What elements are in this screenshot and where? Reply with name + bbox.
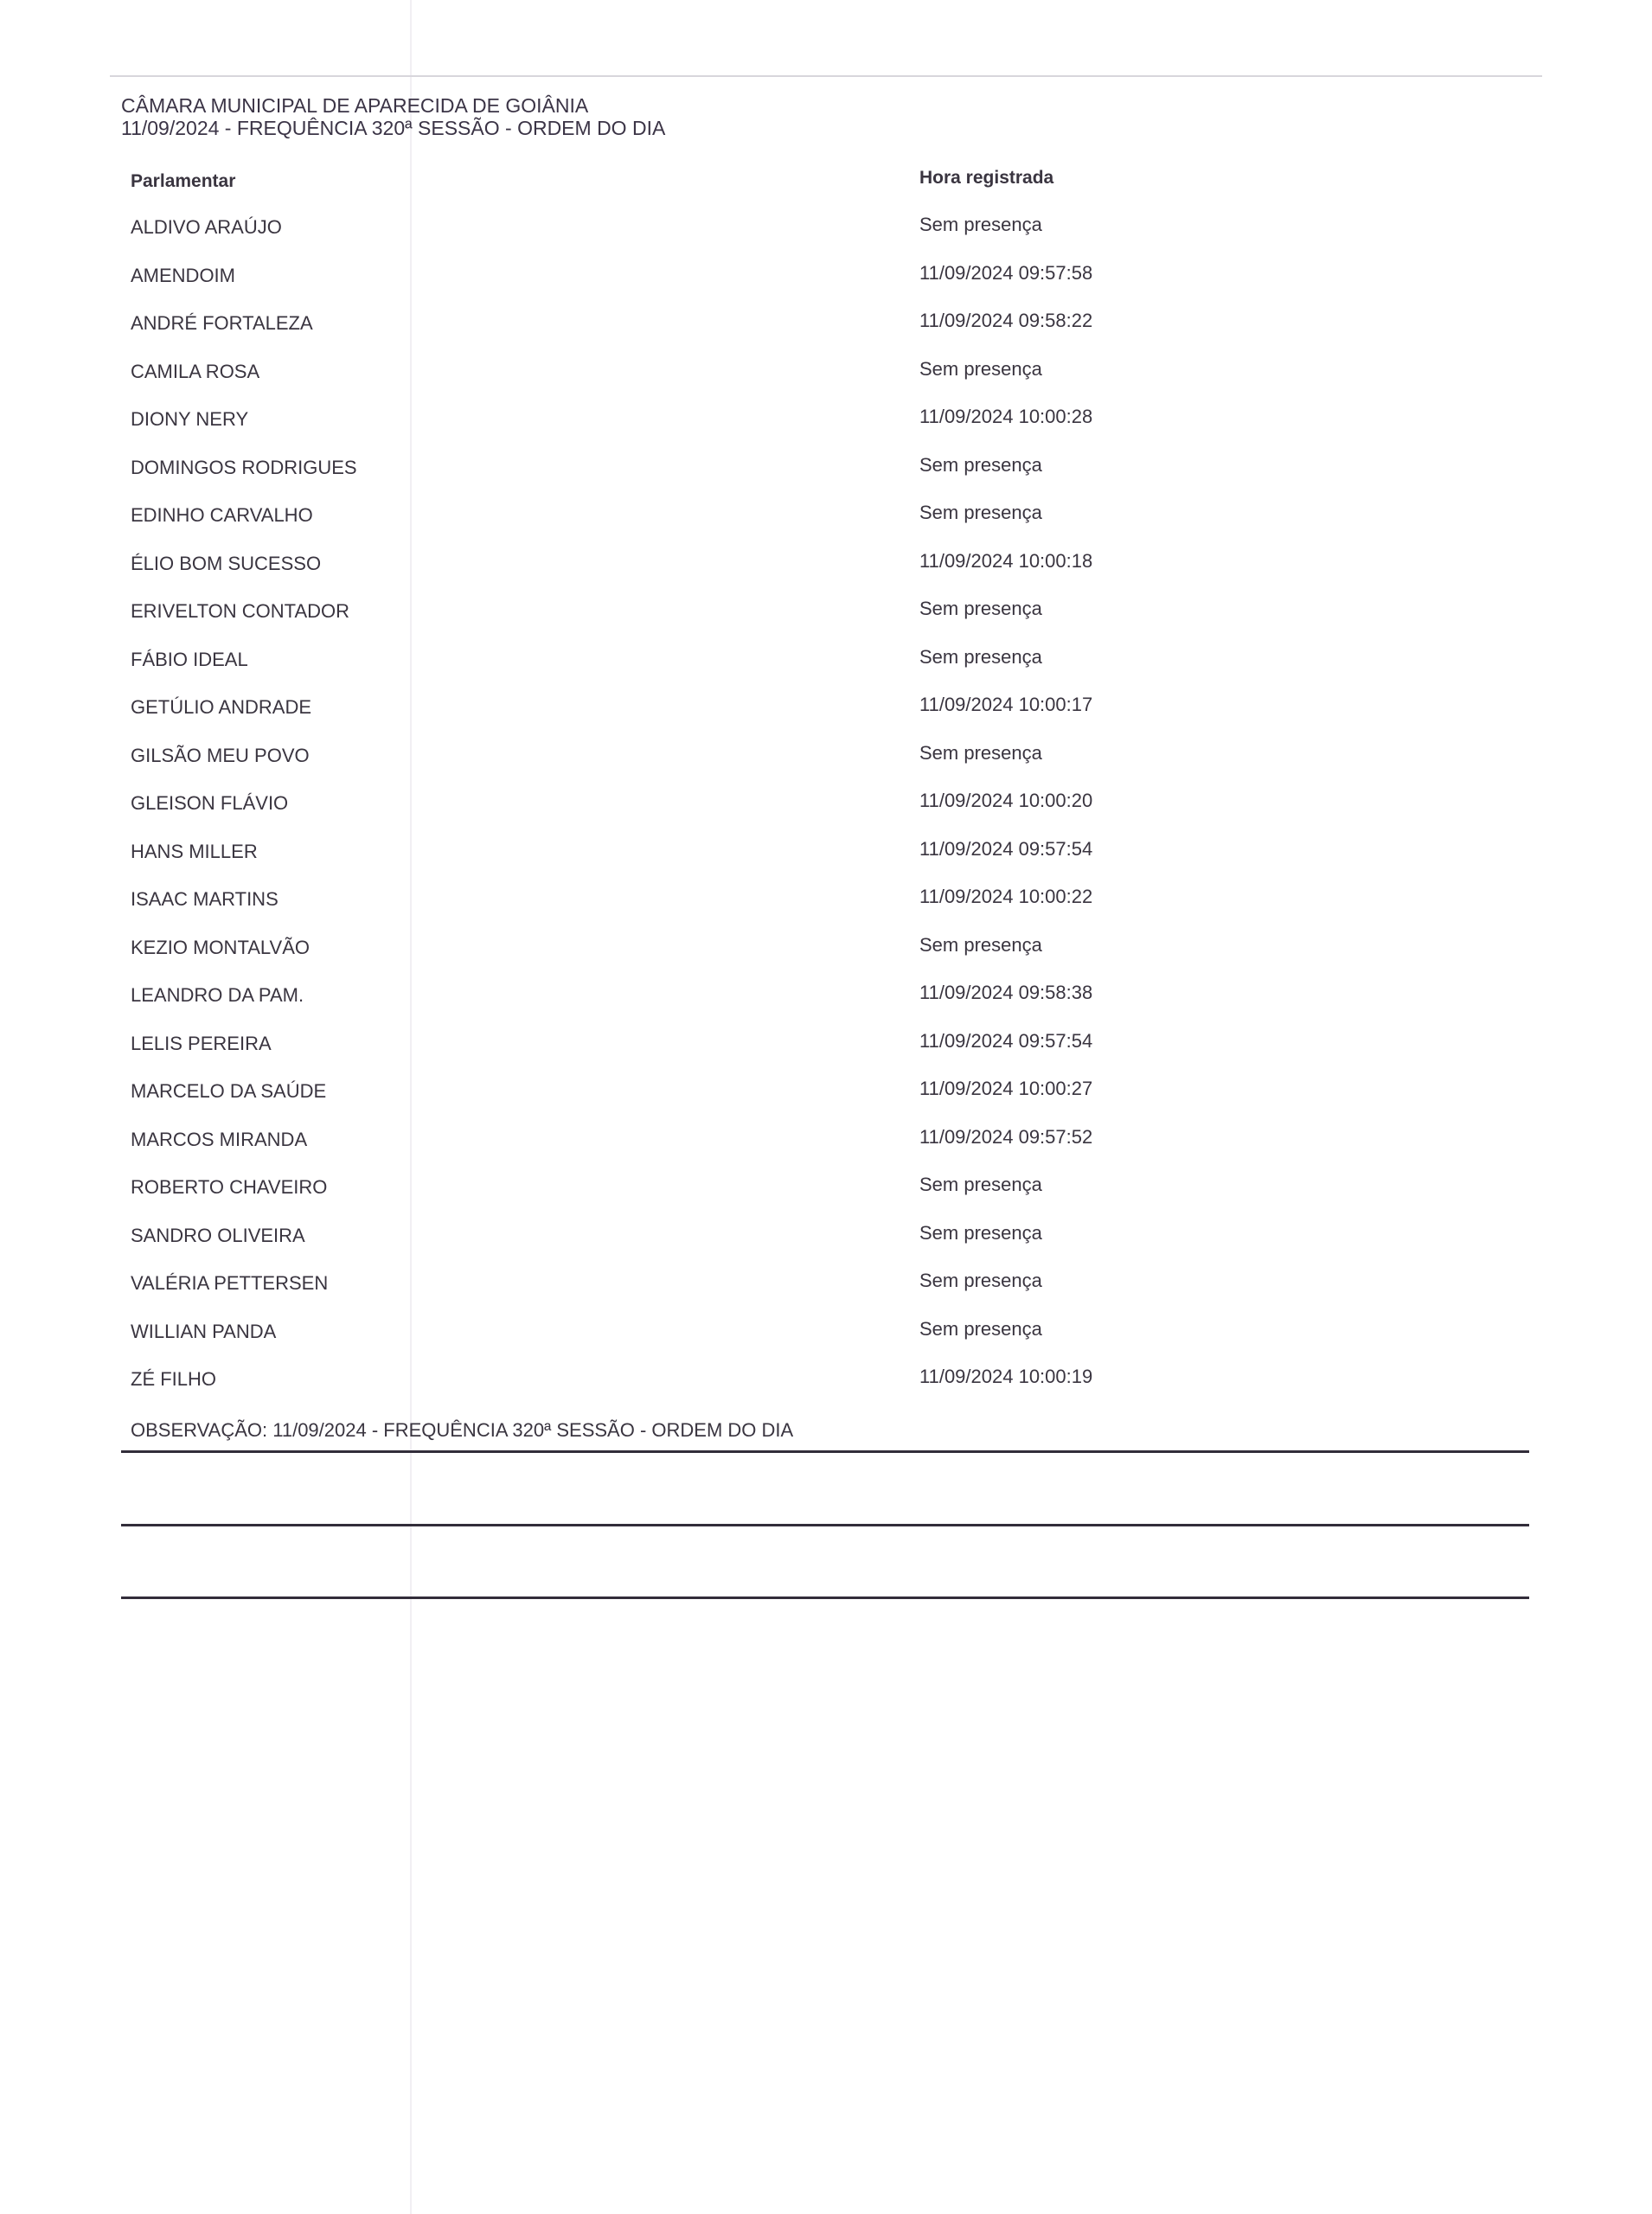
observation-text: OBSERVAÇÃO: 11/09/2024 - FREQUÊNCIA 320ª SESSÃO - ORDEM DO DIA [131,1419,794,1441]
hora-registrada: 11/09/2024 09:57:58 [919,261,1093,284]
hora-registrada: Sem presença [919,502,1042,523]
parlamentar-name: EDINHO CARVALHO [131,504,313,526]
table-row [131,741,1532,793]
parlamentar-name: SANDRO OLIVEIRA [131,1224,305,1246]
hora-registrada: 11/09/2024 09:58:38 [919,982,1093,1003]
hora-registrada: 11/09/2024 10:00:28 [919,406,1093,427]
parlamentar-name: GILSÃO MEU POVO [131,744,310,766]
parlamentar-name: VALÉRIA PETTERSEN [131,1272,329,1294]
parlamentar-name: CAMILA ROSA [131,360,260,382]
parlamentar-name: LELIS PEREIRA [131,1032,272,1054]
observation-line [121,1450,1529,1453]
parlamentar-name: ZÉ FILHO [131,1368,217,1390]
table-body [131,216,1532,1417]
table-row [131,645,1532,697]
parlamentar-name: HANS MILLER [131,840,258,862]
table-row [131,792,1532,841]
parlamentar-name: ALDIVO ARAÚJO [131,216,282,238]
attendance-table [131,168,1532,1417]
table-row [131,696,1532,745]
parlamentar-name: KEZIO MONTALVÃO [131,936,310,958]
hora-registrada: 11/09/2024 10:00:17 [919,694,1093,715]
hora-registrada: Sem presença [919,453,1042,476]
parlamentar-name: ÉLIO BOM SUCESSO [131,552,322,574]
hora-registrada: Sem presença [919,645,1042,668]
parlamentar-name: WILLIAN PANDA [131,1320,277,1342]
table-row [131,357,1532,409]
table-row [131,453,1532,505]
table-row [131,549,1532,601]
parlamentar-name: GETÚLIO ANDRADE [131,696,312,718]
table-row [131,1176,1532,1225]
table-row [131,1272,1532,1321]
column-header-parlamentar: Parlamentar [131,171,236,191]
table-row [131,984,1532,1033]
document-header [121,94,665,139]
table-row [131,888,1532,937]
table-row [131,600,1532,649]
session-title: 11/09/2024 - FREQUÊNCIA 320ª SESSÃO - ORDEM DO DIA [121,117,666,139]
hora-registrada: Sem presença [919,598,1042,619]
table-row [131,504,1532,553]
column-header-hora-registrada: Hora registrada [919,168,1054,188]
table-row [131,261,1532,313]
hora-registrada: 11/09/2024 10:00:19 [919,1366,1093,1387]
table-row [131,216,1532,265]
parlamentar-name: MARCOS MIRANDA [131,1128,308,1150]
parlamentar-name: AMENDOIM [131,264,235,286]
parlamentar-name: ISAAC MARTINS [131,888,279,910]
parlamentar-name: ANDRÉ FORTALEZA [131,312,313,334]
table-header [131,168,1532,197]
parlamentar-name: ROBERTO CHAVEIRO [131,1176,328,1198]
table-row [131,837,1532,889]
hora-registrada: Sem presença [919,741,1042,764]
hora-registrada: 11/09/2024 09:58:22 [919,310,1093,331]
hora-registrada: 11/09/2024 09:57:54 [919,837,1093,860]
parlamentar-name: DOMINGOS RODRIGUES [131,456,357,478]
table-row [131,1125,1532,1177]
parlamentar-name: DIONY NERY [131,408,249,430]
table-row [131,1317,1532,1369]
observation-line [121,1597,1529,1599]
parlamentar-name: ERIVELTON CONTADOR [131,600,350,622]
hora-registrada: Sem presença [919,1221,1042,1244]
table-row [131,1221,1532,1273]
hora-registrada: Sem presença [919,1317,1042,1340]
hora-registrada: Sem presença [919,933,1042,956]
top-rule [110,75,1542,77]
hora-registrada: 11/09/2024 10:00:22 [919,886,1093,907]
institution-name: CÂMARA MUNICIPAL DE APARECIDA DE GOIÂNIA [121,94,589,117]
parlamentar-name: LEANDRO DA PAM. [131,984,304,1006]
hora-registrada: 11/09/2024 10:00:18 [919,549,1093,572]
table-row [131,312,1532,361]
observation-line [121,1524,1529,1526]
hora-registrada: Sem presença [919,1174,1042,1195]
table-row [131,933,1532,985]
hora-registrada: Sem presença [919,357,1042,380]
table-row [131,1029,1532,1081]
table-row [131,1080,1532,1129]
hora-registrada: 11/09/2024 09:57:54 [919,1029,1093,1052]
table-row [131,408,1532,457]
hora-registrada: 11/09/2024 09:57:52 [919,1125,1093,1148]
parlamentar-name: FÁBIO IDEAL [131,648,248,670]
parlamentar-name: GLEISON FLÁVIO [131,792,289,814]
parlamentar-name: MARCELO DA SAÚDE [131,1080,327,1102]
hora-registrada: 11/09/2024 10:00:20 [919,790,1093,811]
hora-registrada: 11/09/2024 10:00:27 [919,1078,1093,1099]
table-row [131,1368,1532,1417]
hora-registrada: Sem presença [919,214,1042,235]
hora-registrada: Sem presença [919,1270,1042,1291]
